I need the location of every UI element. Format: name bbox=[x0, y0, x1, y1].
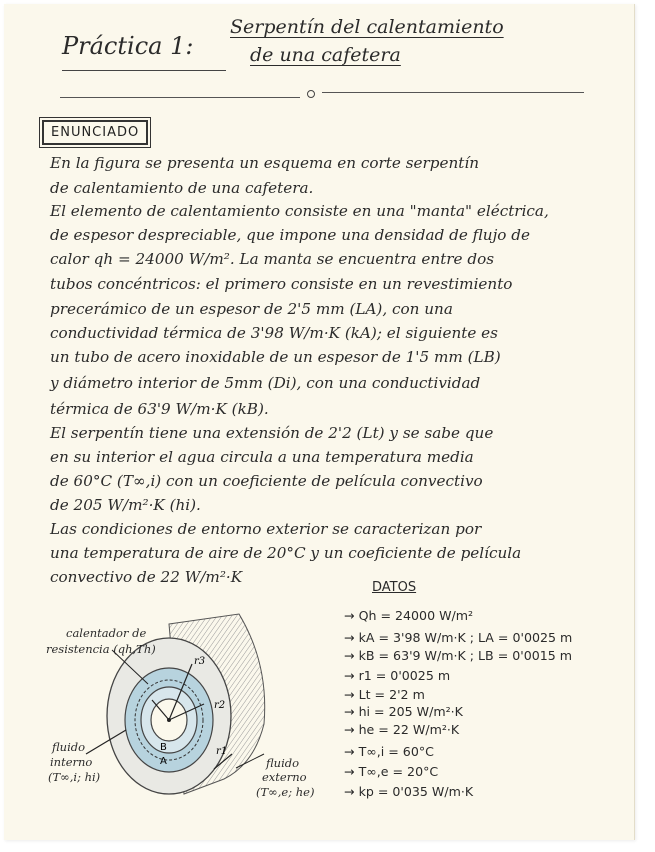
inner-fluid-label-1: fluido bbox=[52, 740, 86, 754]
enunciado-line: de 205 W/m²·K (hi). bbox=[50, 496, 201, 514]
page-title: Práctica 1: bbox=[62, 32, 194, 60]
enunciado-line: térmica de 63'9 W/m·K (kB). bbox=[50, 400, 269, 418]
arrow-right-icon: → bbox=[344, 704, 355, 719]
arrow-right-icon: → bbox=[344, 722, 355, 737]
label-layer-a: A bbox=[160, 756, 167, 767]
enunciado-line: una temperatura de aire de 20°C y un coeficiente de película bbox=[50, 544, 522, 562]
arrow-right-icon: → bbox=[344, 648, 355, 663]
datos-item-text: Qh = 24000 W/m² bbox=[358, 608, 474, 623]
divider-left bbox=[60, 97, 300, 98]
outer-fluid-label-3: (T∞,e; he) bbox=[256, 785, 315, 799]
enunciado-line: tubos concéntricos: el primero consiste en un revestimiento bbox=[50, 275, 513, 293]
enunciado-line: de espesor despreciable, que impone una densidad de flujo de bbox=[50, 226, 530, 244]
subtitle-line-1: Serpentín del calentamiento bbox=[230, 16, 504, 38]
datos-item bbox=[344, 784, 473, 799]
arrow-right-icon: → bbox=[344, 764, 355, 779]
heater-label-1: calentador de bbox=[66, 626, 147, 640]
enunciado-line: convectivo de 22 W/m²·K bbox=[50, 568, 243, 586]
enunciado-line: En la figura se presenta un esquema en corte serpentín bbox=[50, 154, 479, 172]
outer-fluid-label-1: fluido bbox=[266, 756, 300, 770]
enunciado-line: Las condiciones de entorno exterior se caracterizan por bbox=[50, 520, 482, 538]
heater-label-2: resistencia (qh,Th) bbox=[46, 642, 156, 656]
notebook-page bbox=[4, 4, 635, 840]
label-r3: r3 bbox=[194, 656, 206, 667]
enunciado-line: un tubo de acero inoxidable de un espesor de 1'5 mm (LB) bbox=[50, 348, 501, 366]
enunciado-line: de 60°C (T∞,i) con un coeficiente de película convectivo bbox=[50, 472, 483, 490]
enunciado-line: en su interior el agua circula a una temperatura media bbox=[50, 448, 474, 466]
enunciado-line: El serpentín tiene una extensión de 2'2 (Lt) y se sabe que bbox=[50, 424, 494, 442]
arrow-right-icon: → bbox=[344, 668, 355, 683]
datos-item-text: kB = 63'9 W/m·K ; LB = 0'0015 m bbox=[358, 648, 573, 663]
datos-item-text: T∞,i = 60°C bbox=[358, 744, 434, 759]
arrow-right-icon: → bbox=[344, 784, 355, 799]
datos-item bbox=[344, 764, 438, 779]
datos-item-text: Lt = 2'2 m bbox=[358, 687, 425, 702]
inner-fluid-label-2: interno bbox=[50, 755, 93, 769]
center-dot bbox=[167, 718, 171, 722]
arrow-right-icon: → bbox=[344, 744, 355, 759]
divider-right bbox=[322, 92, 584, 93]
datos-title: DATOS bbox=[372, 580, 417, 595]
label-r1: r1 bbox=[216, 746, 228, 757]
datos-item bbox=[344, 648, 572, 663]
enunciado-line: calor qh = 24000 W/m². La manta se encuentra entre dos bbox=[50, 250, 495, 268]
enunciado-line: y diámetro interior de 5mm (Di), con una conductividad bbox=[50, 374, 481, 392]
datos-item-text: T∞,e = 20°C bbox=[358, 764, 439, 779]
arrow-right-icon: → bbox=[344, 687, 355, 702]
section-badge: ENUNCIADO bbox=[42, 120, 148, 145]
divider-dot bbox=[307, 90, 315, 98]
label-r2: r2 bbox=[214, 700, 226, 711]
outer-fluid-label-2: externo bbox=[262, 770, 307, 784]
enunciado-line: El elemento de calentamiento consiste en una "manta" eléctrica, bbox=[50, 202, 549, 220]
datos-item bbox=[344, 687, 425, 702]
datos-item bbox=[344, 704, 463, 719]
title-underline bbox=[62, 70, 226, 71]
datos-item-text: r1 = 0'0025 m bbox=[358, 668, 451, 683]
datos-item-text: hi = 205 W/m²·K bbox=[358, 704, 463, 719]
datos-item bbox=[344, 630, 572, 645]
datos-item bbox=[344, 608, 473, 623]
enunciado-line: de calentamiento de una cafetera. bbox=[50, 179, 314, 197]
datos-item-text: kA = 3'98 W/m·K ; LA = 0'0025 m bbox=[358, 630, 573, 645]
arrow-right-icon: → bbox=[344, 630, 355, 645]
datos-item bbox=[344, 744, 434, 759]
datos-item-text: he = 22 W/m²·K bbox=[358, 722, 460, 737]
label-layer-b: B bbox=[160, 742, 167, 753]
datos-item bbox=[344, 722, 459, 737]
arrow-right-icon: → bbox=[344, 608, 355, 623]
inner-fluid-label-3: (T∞,i; hi) bbox=[48, 770, 101, 784]
datos-item bbox=[344, 668, 450, 683]
subtitle-line-2: de una cafetera bbox=[250, 44, 401, 66]
enunciado-line: conductividad térmica de 3'98 W/m·K (kA); el siguiente es bbox=[50, 324, 498, 342]
datos-item-text: kp = 0'035 W/m·K bbox=[358, 784, 474, 799]
enunciado-line: precerámico de un espesor de 2'5 mm (LA), con una bbox=[50, 300, 453, 318]
